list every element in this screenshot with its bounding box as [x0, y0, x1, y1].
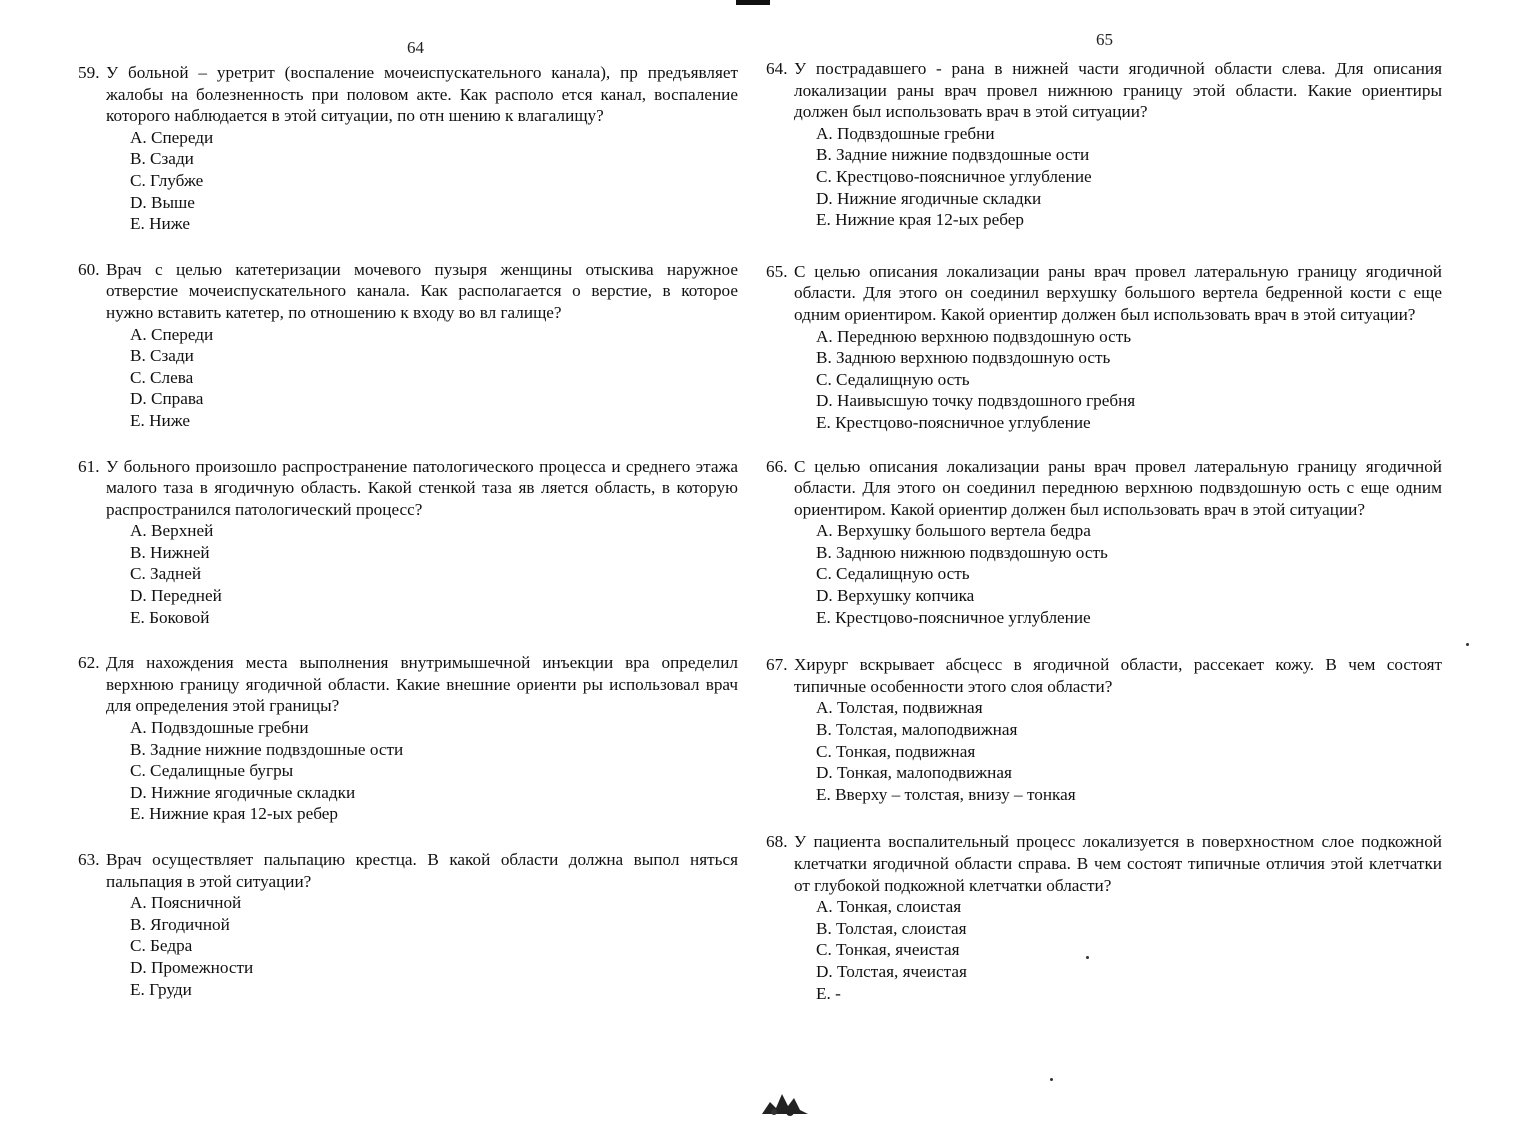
- scan-smudge-icon: [760, 1088, 810, 1116]
- question-68: [766, 831, 1442, 1004]
- option-c: C. Бедра: [130, 936, 193, 956]
- option-e: E. Нижние края 12-ых ребер: [816, 210, 1024, 230]
- option-b: B. Задние нижние подвздошные ости: [130, 739, 404, 759]
- option-a: A. Поясничной: [130, 893, 242, 913]
- question-66: [766, 456, 1442, 629]
- question-67: [766, 654, 1442, 805]
- question-stem: [78, 849, 738, 892]
- option-a: A. Верхушку большого вертела бедра: [816, 521, 1091, 541]
- scan-artifact: [736, 0, 770, 5]
- question-number: 64.: [766, 59, 788, 78]
- question-stem: [78, 652, 738, 717]
- option-c: C. Седалищную ость: [816, 564, 970, 584]
- option-e: E. Боковой: [130, 607, 210, 627]
- option-d: D. Толстая, ячеистая: [816, 961, 967, 981]
- question-63: [78, 849, 738, 1000]
- option-a: A. Толстая, подвижная: [816, 698, 983, 718]
- question-stem: [78, 62, 738, 127]
- question-59: [78, 62, 738, 235]
- option-d: D. Выше: [130, 192, 195, 212]
- option-b: B. Толстая, малоподвижная: [816, 720, 1018, 740]
- option-c: C. Крестцово-поясничное углубление: [816, 166, 1092, 186]
- question-text: У пострадавшего - рана в нижней части ягодичной области слева. Для описания локализации раны врач провел нижнюю границу этой области. Какие ориентиры должен был использовать врач в этой ситуации?: [794, 59, 1442, 122]
- question-number: 61.: [78, 456, 100, 476]
- question-number: 60.: [78, 259, 100, 279]
- option-c: C. Тонкая, подвижная: [816, 741, 976, 761]
- option-b: B. Нижней: [130, 542, 210, 562]
- question-text: Для нахождения места выполнения внутримышечной инъекции вра определил верхнюю границу ягодичной области. Какие внешние ориенти ры использовал врач для определения этой границы?: [106, 653, 738, 716]
- option-a: A. Подвздошные гребни: [130, 718, 309, 738]
- question-text: Хирург вскрывает абсцесс в ягодичной области, рассекает кожу. В чем состоят типичные особенности этого слоя области?: [794, 655, 1442, 696]
- question-text: Врач с целью катетеризации мочевого пузыря женщины отыскива наружное отверстие мочеиспускательного канала. Как располагается о верстие, в которое нужно вставить катетер, по отношению к входу во вл галище?: [106, 259, 738, 322]
- option-d: D. Наивысшую точку подвздошного гребня: [816, 391, 1136, 411]
- question-stem: [766, 456, 1442, 521]
- option-e: E. Ниже: [130, 214, 190, 234]
- option-a: A. Спереди: [130, 127, 214, 147]
- question-number: 65.: [766, 261, 788, 281]
- option-d: D. Нижние ягодичные складки: [130, 782, 356, 802]
- question-60: [78, 259, 738, 432]
- option-e: E. -: [816, 983, 841, 1003]
- option-a: A. Подвздошные гребни: [816, 123, 995, 143]
- answer-options: [78, 127, 738, 235]
- option-b: B. Задние нижние подвздошные ости: [816, 145, 1090, 165]
- question-text: У больной – уретрит (воспаление мочеиспускательного канала), пр предъявляет жалобы на болезненность при половом акте. Как располо ется канал, воспаление которого наблюдается в этой ситуации, по отн шению к влагалищу?: [106, 63, 738, 126]
- option-d: D. Тонкая, малоподвижная: [816, 763, 1012, 783]
- option-d: D. Промежности: [130, 957, 254, 977]
- question-number: 66.: [766, 456, 788, 476]
- right-page: [766, 58, 1442, 1028]
- answer-options: [766, 520, 1442, 628]
- option-b: B. Сзади: [130, 346, 194, 366]
- question-stem: [78, 456, 738, 521]
- question-text: У больного произошло распространение патологического процесса и среднего этажа малого таза в ягодичную область. Какой стенкой таза яв ляется область, в которую распространился патологический процесс?: [106, 456, 738, 519]
- option-d: D. Верхушку копчика: [816, 586, 975, 606]
- option-b: B. Толстая, слоистая: [816, 918, 967, 938]
- option-e: E. Ниже: [130, 410, 190, 430]
- option-c: C. Задней: [130, 564, 202, 584]
- option-a: A. Тонкая, слоистая: [816, 897, 962, 917]
- answer-options: [766, 123, 1442, 231]
- option-e: E. Крестцово-поясничное углубление: [816, 412, 1091, 432]
- option-e: E. Вверху – толстая, внизу – тонкая: [816, 784, 1076, 804]
- answer-options: [766, 697, 1442, 805]
- answer-options: [78, 892, 738, 1000]
- question-text: У пациента воспалительный процесс локализуется в поверхностном слое подкожной клетчатки ягодичной области справа. В чем состоят типичные отличия этой клетчатки от глубокой подкожной клетчатки области?: [794, 832, 1442, 895]
- question-text: С целью описания локализации раны врач провел латеральную границу ягодичной области. Для этого он соединил переднюю верхнюю подвздошную ость с еще одним ориентиром. Какой ориентир должен был использовать врач в этой ситуации?: [794, 456, 1442, 519]
- option-e: E. Крестцово-поясничное углубление: [816, 607, 1091, 627]
- answer-options: [766, 326, 1442, 434]
- option-c: C. Глубже: [130, 170, 204, 190]
- question-61: [78, 456, 738, 629]
- answer-options: [78, 717, 738, 825]
- question-text: Врач осуществляет пальпацию крестца. В какой области должна выпол няться пальпация в этой ситуации?: [106, 850, 738, 891]
- question-65: [766, 261, 1442, 434]
- question-stem: [78, 259, 738, 324]
- answer-options: [78, 324, 738, 432]
- option-c: C. Слева: [130, 367, 194, 387]
- option-b: B. Ягодичной: [130, 914, 230, 934]
- option-c: C. Седалищные бугры: [130, 761, 294, 781]
- question-number: 62.: [78, 653, 100, 673]
- question-stem: [766, 831, 1442, 896]
- question-stem: [766, 261, 1442, 326]
- question-62: [78, 652, 738, 825]
- answer-options: [766, 896, 1442, 1004]
- scan-speck: [1086, 956, 1089, 959]
- question-stem: [766, 654, 1442, 697]
- option-b: B. Сзади: [130, 149, 194, 169]
- option-d: D. Справа: [130, 389, 204, 409]
- question-number: 59.: [78, 63, 100, 82]
- answer-options: [78, 520, 738, 628]
- question-number: 63.: [78, 850, 100, 869]
- scan-speck: [1050, 1078, 1053, 1081]
- option-d: D. Нижние ягодичные складки: [816, 188, 1042, 208]
- option-a: A. Верхней: [130, 521, 214, 541]
- left-page-number: 64: [407, 38, 424, 57]
- scan-speck: [1466, 643, 1469, 646]
- option-a: A. Спереди: [130, 324, 214, 344]
- left-page: [78, 62, 738, 1024]
- question-64: [766, 58, 1442, 231]
- option-b: B. Заднюю верхнюю подвздошную ость: [816, 348, 1111, 368]
- option-e: E. Груди: [130, 979, 192, 999]
- question-number: 68.: [766, 832, 788, 852]
- option-b: B. Заднюю нижнюю подвздошную ость: [816, 542, 1108, 562]
- right-page-number: 65: [1096, 30, 1113, 49]
- question-stem: [766, 58, 1442, 123]
- option-c: C. Тонкая, ячеистая: [816, 940, 960, 960]
- question-text: С целью описания локализации раны врач провел латеральную границу ягодичной области. Для этого он соединил верхушку большого вертела бедренной кости с еще одним ориентиром. Какой ориентир должен был использовать врач в этой ситуации?: [794, 261, 1442, 324]
- option-e: E. Нижние края 12-ых ребер: [130, 804, 338, 824]
- question-number: 67.: [766, 655, 788, 675]
- option-c: C. Седалищную ость: [816, 369, 970, 389]
- option-d: D. Передней: [130, 586, 222, 606]
- option-a: A. Переднюю верхнюю подвздошную ость: [816, 326, 1132, 346]
